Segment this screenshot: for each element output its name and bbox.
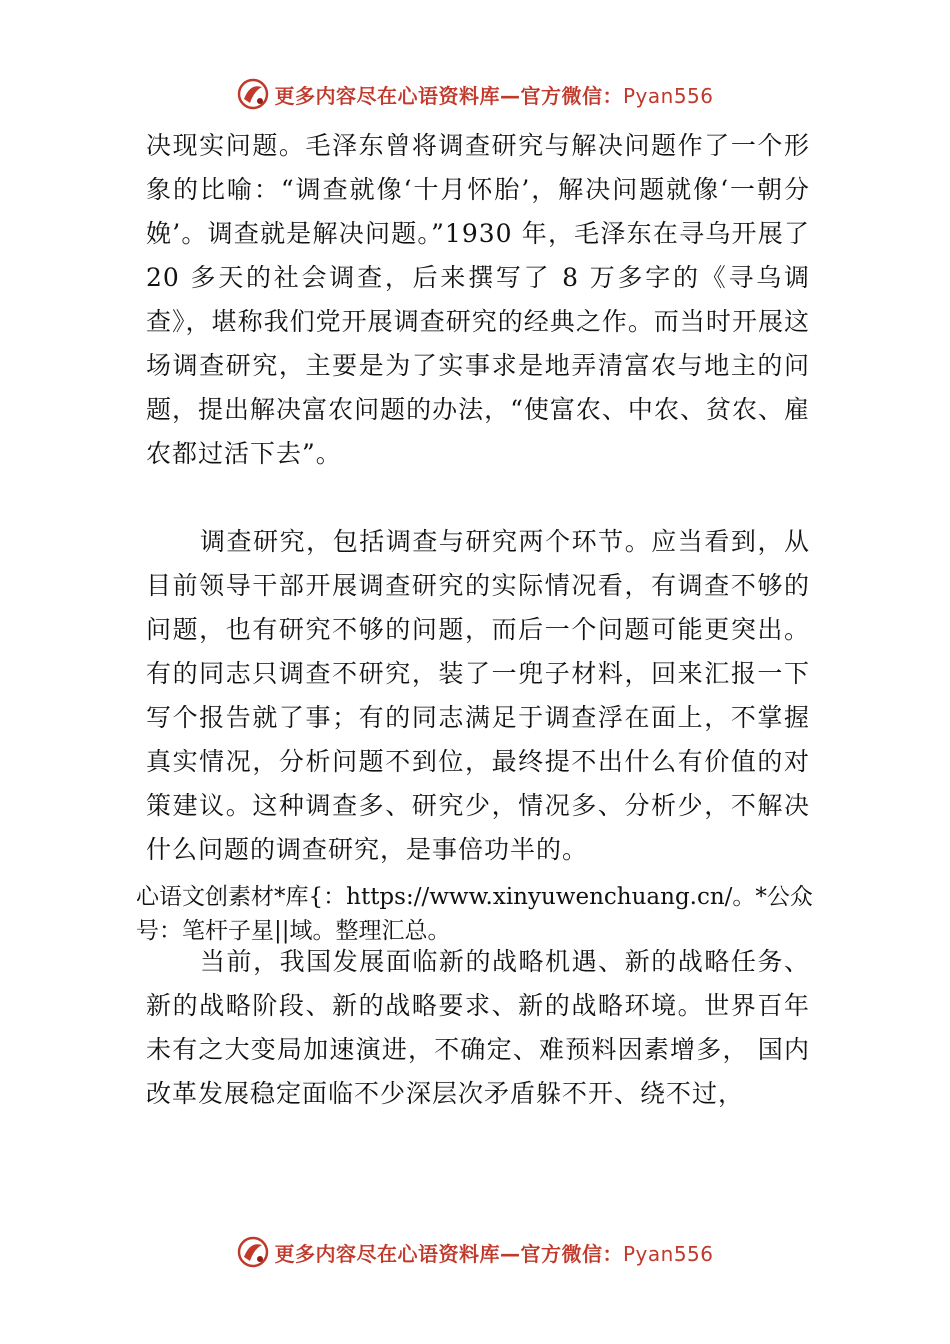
header-banner-label: 更多内容尽在心语资料库—官方微信：: [274, 83, 623, 108]
brand-logo-icon: [236, 77, 270, 111]
document-body: [146, 124, 810, 872]
paragraph-3: 当前，我国发展面临新的战略机遇、新的战略任务、新的战略阶段、新的战略要求、新的战略环境。世界百年未有之大变局加速演进，不确定、难预料因素增多， 国内改革发展稳定面临不少深层次矛盾躲不开、绕不过，: [146, 947, 810, 1108]
footer-banner-label: 更多内容尽在心语资料库—官方微信：: [274, 1241, 623, 1266]
header-banner: [0, 74, 950, 114]
paragraph-1: 决现实问题。毛泽东曾将调查研究与解决问题作了一个形象的比喻：“调查就像‘十月怀胎’，解决问题就像‘一朝分娩’。调查就是解决问题。”1930 年，毛泽东在寻乌开展了 20 多天的社会调查，后来撰写了 8 万多字的《寻乌调查》，堪称我们党开展调查研究的经典之作。而当时开展这场调查研究，主要是为了实事求是地弄清富农与地主的问题，提出解决富农问题的办法，“使富农、中农、贫农、雇农都过活下去”。: [146, 131, 810, 468]
header-banner-account: Pyan556: [622, 83, 714, 108]
paragraph-2: 调查研究，包括调查与研究两个环节。应当看到，从目前领导干部开展调查研究的实际情况看，有调查不够的问题，也有研究不够的问题，而后一个问题可能更突出。有的同志只调查不研究，装了一兜子材料，回来汇报一下写个报告就了事；有的同志满足于调查浮在面上，不掌握真实情况，分析问题不到位，最终提不出什么有价值的对策建议。这种调查多、研究少，情况多、分析少，不解决什么问题的调查研究，是事倍功半的。: [146, 527, 810, 864]
document-body-continued: [146, 940, 810, 1116]
footer-banner: [0, 1232, 950, 1272]
footer-banner-text: [274, 1238, 713, 1267]
source-note: 心语文创素材*库{：https://www.xinyuwenchuang.cn/。*公众号：笔杆子星||域。整理汇总。: [136, 884, 813, 944]
paragraph-spacer: [146, 476, 810, 520]
header-banner-text: [274, 80, 713, 109]
footer-banner-account: Pyan556: [622, 1241, 714, 1266]
brand-logo-icon: [236, 1235, 270, 1269]
